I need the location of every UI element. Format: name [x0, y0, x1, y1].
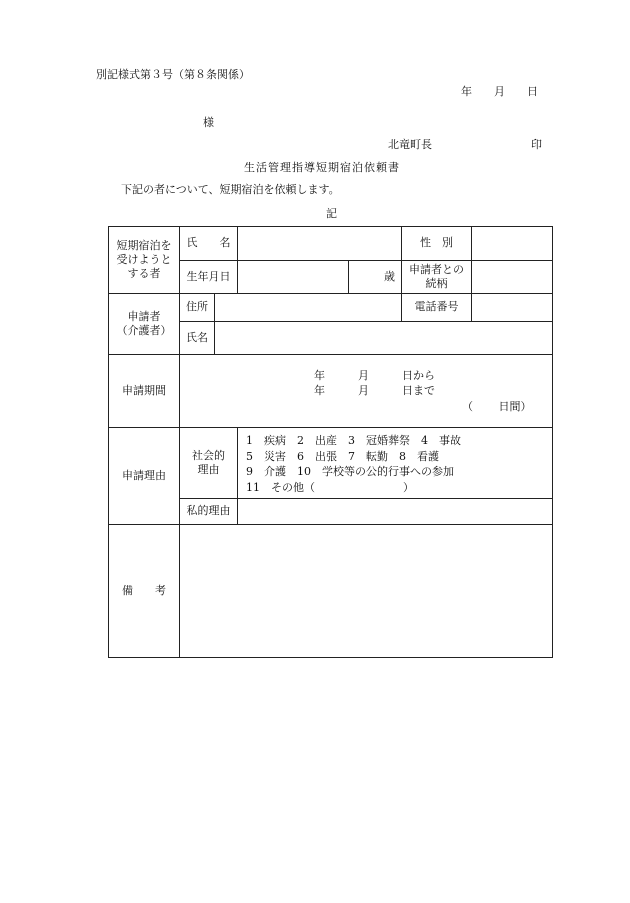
- relation-label: 申請者との 続柄: [409, 262, 464, 290]
- birthdate-label: 生年月日: [186, 269, 231, 283]
- private-reason-label: 私的理由: [186, 504, 231, 518]
- social-reason-list: [246, 433, 461, 495]
- name-field[interactable]: [238, 227, 401, 260]
- social-reason-line: 9 介護 10 学校等の公的行事への参加: [246, 465, 454, 478]
- applicant-section-label: 申請者 （介護者）: [116, 309, 172, 337]
- age-field[interactable]: [349, 261, 401, 293]
- reason-section-label: 申請理由: [122, 468, 166, 482]
- social-reason-label: 社会的 理由: [192, 448, 225, 476]
- period-section-label: 申請期間: [122, 383, 166, 397]
- addressee-suffix: 様: [203, 116, 214, 129]
- gender-label: 性 別: [420, 236, 453, 250]
- address-label: 住所: [186, 300, 208, 314]
- subject-section-label: 短期宿泊を 受けようと する者: [116, 238, 172, 281]
- applicant-name-field[interactable]: [215, 322, 552, 354]
- phone-label: 電話番号: [414, 300, 459, 314]
- applicant-name-label: 氏名: [186, 330, 208, 344]
- ki-note: 記: [326, 207, 337, 220]
- issuer-name: 北竜町長: [388, 138, 432, 151]
- seal-mark: 印: [531, 138, 542, 151]
- remarks-label: 備 考: [122, 583, 166, 597]
- document-title: 生活管理指導短期宿泊依頼書: [244, 161, 400, 174]
- age-suffix: 歳: [384, 269, 395, 283]
- period-to: 年 月 日まで: [314, 384, 435, 397]
- social-reason-line: 11 その他（ ）: [246, 480, 414, 494]
- intro-text: 下記の者について、短期宿泊を依頼します。: [121, 183, 340, 196]
- gender-field[interactable]: [472, 227, 552, 260]
- form-number: 別記様式第３号（第８条関係）: [96, 68, 250, 81]
- relation-field[interactable]: [472, 261, 552, 293]
- period-from: 年 月 日から: [314, 369, 435, 382]
- name-label: 氏 名: [186, 236, 231, 250]
- date-line: 年 月 日: [461, 85, 538, 98]
- remarks-field[interactable]: [180, 525, 552, 657]
- address-field[interactable]: [215, 294, 401, 321]
- phone-field[interactable]: [472, 294, 552, 321]
- social-reason-line: 1 疾病 2 出産 3 冠婚葬祭 4 事故: [246, 434, 461, 447]
- period-days: （ 日間）: [462, 400, 532, 413]
- birthdate-field[interactable]: [238, 261, 348, 293]
- private-reason-field[interactable]: [238, 499, 552, 524]
- social-reason-line: 5 災害 6 出張 7 転勤 8 看護: [246, 449, 439, 463]
